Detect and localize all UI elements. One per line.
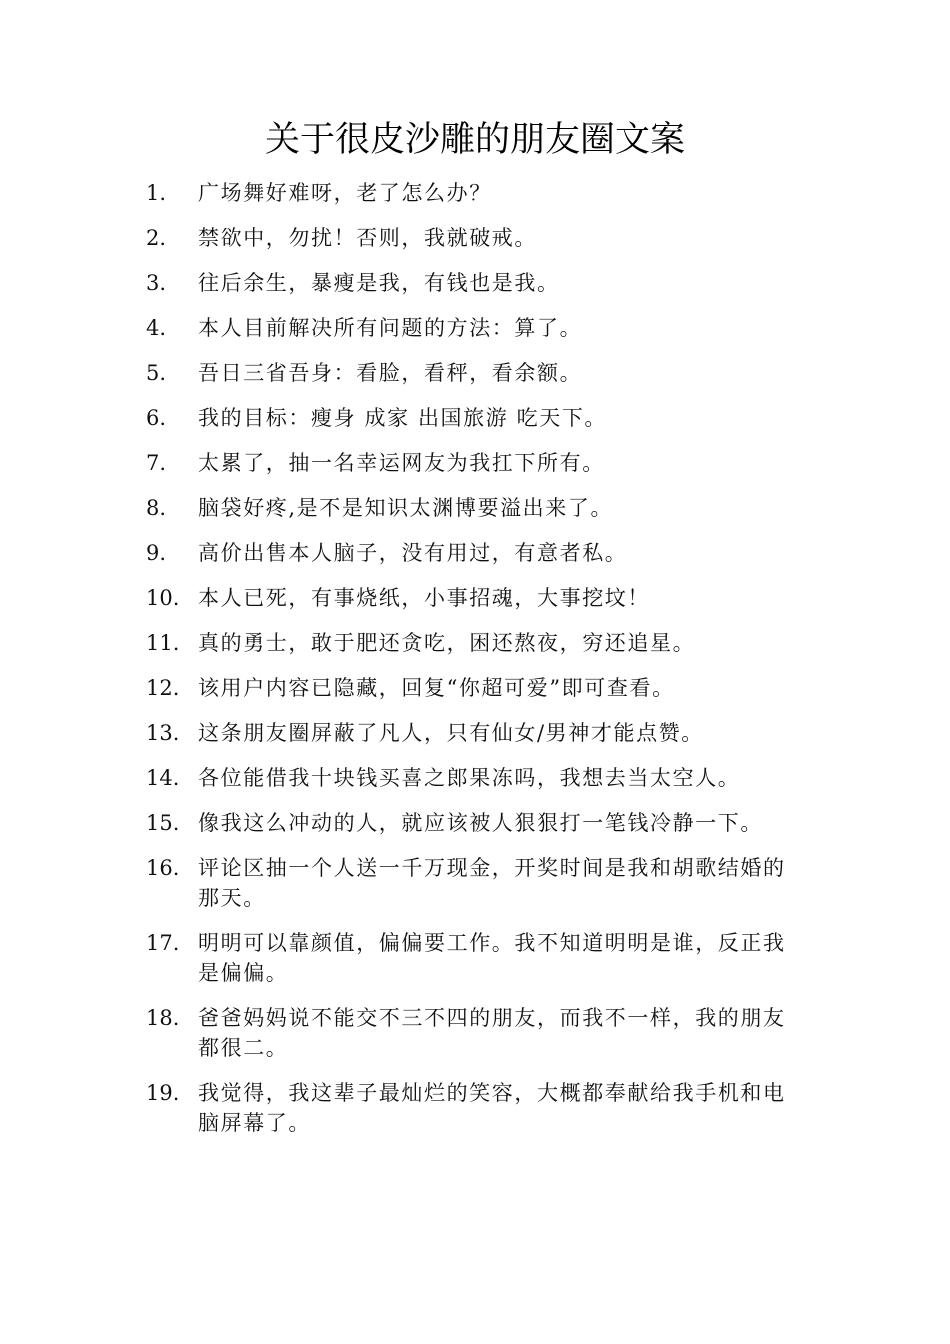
item-number: 7. (146, 451, 167, 475)
item-number: 17. (146, 931, 180, 955)
list-item (146, 358, 846, 388)
item-number: 10. (146, 586, 180, 610)
list-item (146, 1078, 846, 1138)
item-text: 往后余生，暴瘦是我，有钱也是我。 (198, 271, 560, 295)
item-text: 本人已死，有事烧纸，小事招魂，大事挖坟！ (198, 586, 650, 610)
item-number: 14. (146, 766, 180, 790)
item-number: 6. (146, 406, 167, 430)
list-item (146, 178, 846, 208)
item-number: 4. (146, 316, 167, 340)
list-item (146, 583, 846, 613)
item-text: 真的勇士，敢于肥还贪吃，困还熬夜，穷还追星。 (198, 631, 696, 655)
item-number: 19. (146, 1081, 180, 1105)
item-text: 各位能借我十块钱买喜之郎果冻吗，我想去当太空人。 (198, 766, 741, 790)
item-text: 脑袋好疼,是不是知识太渊博要溢出来了。 (198, 496, 614, 520)
item-text: 高价出售本人脑子，没有用过，有意者私。 (198, 541, 628, 565)
item-number: 13. (146, 721, 180, 745)
item-number: 2. (146, 226, 167, 250)
list-item (146, 448, 846, 478)
list-item (146, 808, 846, 838)
item-text: 广场舞好难呀，老了怎么办？ (198, 181, 492, 205)
item-text: 爸爸妈妈说不能交不三不四的朋友，而我不一样，我的朋友都很二。 (198, 1006, 786, 1060)
list-item (146, 538, 846, 568)
item-text: 像我这么冲动的人，就应该被人狠狠打一笔钱冷静一下。 (198, 811, 763, 835)
item-number: 5. (146, 361, 167, 385)
item-number: 12. (146, 676, 180, 700)
item-text: 禁欲中，勿扰！否则，我就破戒。 (198, 226, 537, 250)
item-text: 该用户内容已隐藏，回复“你超可爱”即可查看。 (198, 676, 675, 700)
item-text: 我觉得，我这辈子最灿烂的笑容，大概都奉献给我手机和电脑屏幕了。 (198, 1081, 786, 1135)
list-item (146, 268, 846, 298)
item-number: 11. (146, 631, 180, 655)
item-number: 18. (146, 1006, 180, 1030)
item-number: 1. (146, 181, 167, 205)
item-number: 15. (146, 811, 180, 835)
list-item (146, 763, 846, 793)
item-text: 我的目标：瘦身 成家 出国旅游 吃天下。 (198, 406, 608, 430)
item-text: 这条朋友圈屏蔽了凡人，只有仙女/男神才能点赞。 (198, 721, 704, 745)
item-number: 9. (146, 541, 167, 565)
item-text: 太累了，抽一名幸运网友为我扛下所有。 (198, 451, 605, 475)
item-number: 8. (146, 496, 167, 520)
item-text: 本人目前解决所有问题的方法：算了。 (198, 316, 583, 340)
list-item (146, 403, 846, 433)
page-title: 关于很皮沙雕的朋友圈文案 (264, 120, 685, 160)
item-number: 3. (146, 271, 167, 295)
item-text: 明明可以靠颜值，偏偏要工作。我不知道明明是谁，反正我是偏偏。 (198, 931, 786, 985)
list-item (146, 223, 846, 253)
caption-list (146, 178, 846, 1153)
list-item (146, 853, 846, 913)
item-text: 评论区抽一个人送一千万现金，开奖时间是我和胡歌结婚的那天。 (198, 856, 786, 910)
list-item (146, 628, 846, 658)
item-text: 吾日三省吾身：看脸，看秤，看余额。 (198, 361, 583, 385)
list-item (146, 493, 846, 523)
list-item (146, 1003, 846, 1063)
list-item (146, 928, 846, 988)
list-item (146, 313, 846, 343)
item-number: 16. (146, 856, 180, 880)
list-item (146, 673, 846, 703)
list-item (146, 718, 846, 748)
